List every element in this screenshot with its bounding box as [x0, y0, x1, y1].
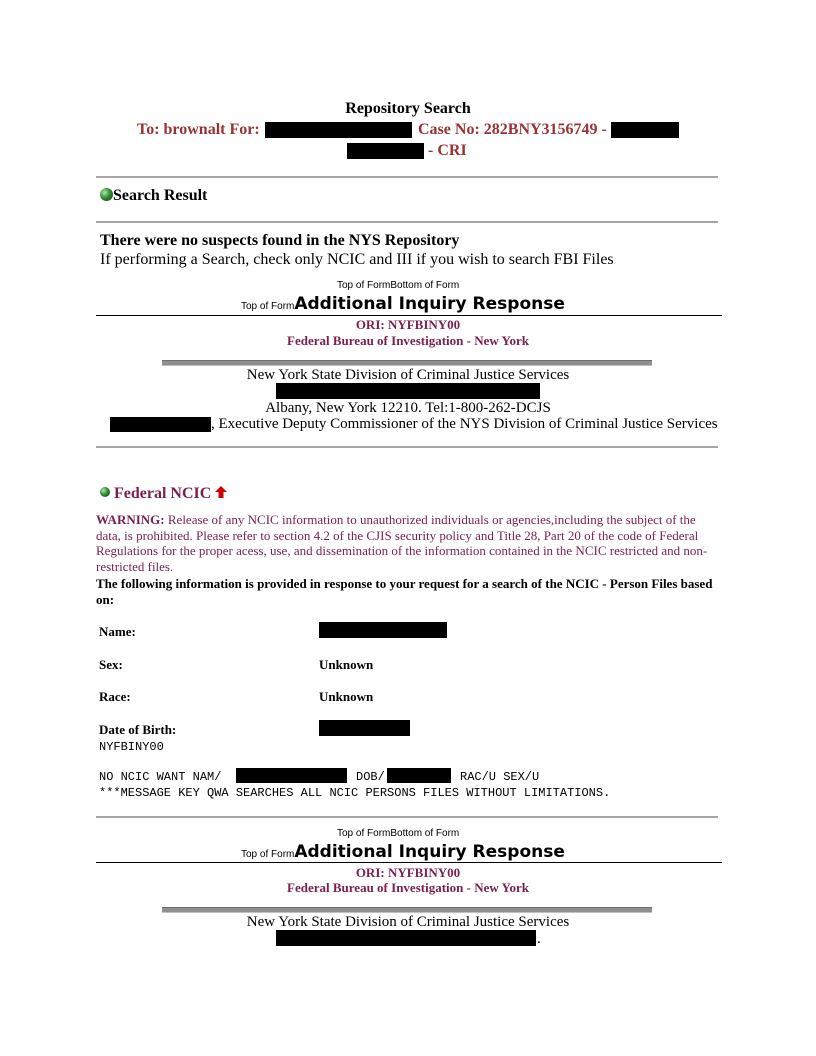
- agency-name: Federal Bureau of Investigation - New York: [287, 880, 529, 895]
- redacted-block: [265, 122, 412, 138]
- cri-label: - CRI: [428, 142, 467, 159]
- divider: [96, 862, 722, 863]
- no-want-prefix: NO NCIC WANT NAM/: [99, 770, 222, 784]
- redacted-block: [110, 417, 211, 432]
- redacted-block: [387, 768, 451, 783]
- inquiry-title: Additional Inquiry Response: [294, 294, 565, 314]
- form-marker-top: Top of Form: [241, 301, 295, 312]
- form-marker: Top of FormBottom of Form: [337, 828, 460, 839]
- no-suspects-message: There were no suspects found in the NYS Repository: [100, 232, 460, 249]
- divider: [162, 907, 652, 913]
- message-key-line: ***MESSAGE KEY QWA SEARCHES ALL NCIC PERSONS FILES WITHOUT LIMITATIONS.: [99, 786, 611, 800]
- race-value: Unknown: [319, 689, 374, 704]
- sex-value: Unknown: [319, 657, 374, 672]
- divider: [96, 176, 718, 178]
- warning-text: Release of any NCIC information to unauthorized individuals or agencies,including the subject of the data, is prohibited. Please refer to section 4.2 of the CJIS security policy and Title 28, Part 20 of the code of Federal Regulations for the proper acess, use, and dissemination of the information contained in the NCIC restricted and non-restricted files.: [96, 512, 708, 574]
- search-hint: If performing a Search, check only NCIC and III if you wish to search FBI Files: [100, 251, 614, 268]
- divider: [162, 360, 652, 366]
- agency-name: Federal Bureau of Investigation - New York: [287, 333, 529, 348]
- divider: [96, 315, 722, 316]
- dob-label: Date of Birth:: [99, 722, 177, 737]
- dcjs-name: New York State Division of Criminal Justice Services: [246, 914, 570, 930]
- ori-line: NYFBINY00: [99, 740, 164, 754]
- up-arrow-icon[interactable]: [215, 486, 227, 498]
- search-result-heading: [100, 187, 207, 205]
- ncic-intro: The following information is provided in response to your request for a search of the NCIC - Person Files based on:: [96, 576, 713, 607]
- warning-label: WARNING:: [96, 512, 165, 527]
- rac-sex-line: RAC/U SEX/U: [460, 770, 540, 784]
- form-marker: Top of FormBottom of Form: [337, 280, 460, 291]
- ori-code: ORI: NYFBINY00: [355, 865, 461, 880]
- name-label: Name:: [99, 624, 136, 639]
- divider: [96, 446, 718, 448]
- trailing-period: .: [537, 931, 541, 947]
- inquiry-title-row: [241, 294, 565, 314]
- commissioner-line: , Executive Deputy Commissioner of the NYS Division of Criminal Justice Services: [211, 416, 718, 432]
- to-for-label: To: brownalt For:: [137, 121, 260, 138]
- form-marker-top: Top of Form: [241, 849, 295, 860]
- redacted-block: [319, 720, 410, 736]
- redacted-block: [236, 768, 347, 783]
- inquiry-title: Additional Inquiry Response: [294, 842, 565, 862]
- redacted-block: [319, 622, 447, 638]
- redacted-block: [276, 930, 536, 946]
- green-ball-icon: [100, 487, 110, 497]
- redacted-block: [276, 383, 540, 399]
- inquiry-title-row: [241, 842, 565, 862]
- dob-prefix: DOB/: [356, 770, 385, 784]
- ncic-heading: [100, 485, 227, 503]
- sex-label: Sex:: [99, 657, 123, 672]
- ori-code: ORI: NYFBINY00: [355, 317, 461, 332]
- divider: [96, 816, 718, 818]
- ncic-warning: [96, 512, 720, 574]
- case-number: Case No: 282BNY3156749 -: [418, 121, 607, 138]
- race-label: Race:: [99, 689, 131, 704]
- ncic-heading-text: Federal NCIC: [114, 485, 212, 502]
- green-ball-icon: [100, 188, 113, 201]
- divider: [96, 221, 718, 223]
- dcjs-address: Albany, New York 12210. Tel:1-800-262-DCJS: [265, 400, 551, 416]
- search-result-heading-text: Search Result: [113, 187, 208, 204]
- redacted-block: [611, 122, 679, 138]
- page-title: Repository Search: [345, 100, 471, 117]
- dcjs-name: New York State Division of Criminal Justice Services: [246, 367, 570, 383]
- redacted-block: [347, 143, 424, 159]
